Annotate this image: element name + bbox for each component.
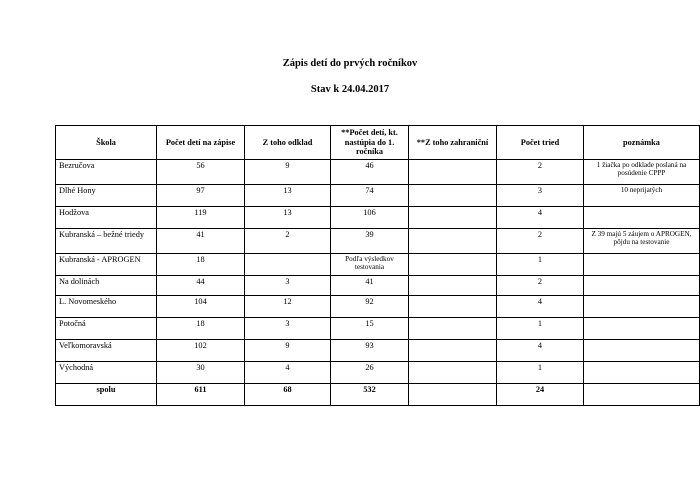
header-odklad: Z toho odklad [245, 126, 331, 160]
cell-zahranicni [409, 361, 497, 383]
cell-triedy: 2 [497, 159, 584, 184]
cell-skola: Kubranská - APROGEN [56, 253, 157, 275]
cell-odklad: 13 [245, 184, 331, 206]
cell-poznamka: Z 39 majú 5 záujem o APROGEN, pôjdu na testovanie [584, 228, 700, 253]
table-row [56, 275, 700, 295]
cell-poznamka [584, 383, 700, 405]
page-title: Zápis detí do prvých ročníkov [282, 58, 418, 69]
cell-odklad [245, 253, 331, 275]
cell-nastupia: 532 [331, 383, 409, 405]
cell-skola: Potočná [56, 317, 157, 339]
cell-odklad: 12 [245, 295, 331, 317]
enrollment-table [55, 125, 700, 406]
cell-skola: Kubranská – bežné triedy [56, 228, 157, 253]
cell-pocet: 30 [157, 361, 245, 383]
cell-triedy: 1 [497, 361, 584, 383]
header-pocet: Počet detí na zápise [157, 126, 245, 160]
cell-odklad: 3 [245, 275, 331, 295]
cell-pocet: 102 [157, 339, 245, 361]
cell-odklad: 3 [245, 317, 331, 339]
cell-zahranicni [409, 383, 497, 405]
table-row [56, 317, 700, 339]
cell-poznamka [584, 361, 700, 383]
cell-poznamka [584, 206, 700, 228]
cell-zahranicni [409, 317, 497, 339]
cell-nastupia: 74 [331, 184, 409, 206]
cell-triedy: 4 [497, 206, 584, 228]
cell-triedy: 24 [497, 383, 584, 405]
cell-zahranicni [409, 228, 497, 253]
cell-nastupia: 46 [331, 159, 409, 184]
cell-poznamka [584, 275, 700, 295]
cell-nastupia: 41 [331, 275, 409, 295]
cell-nastupia: 15 [331, 317, 409, 339]
table-row [56, 228, 700, 253]
cell-nastupia: Podľa výsledkov testovania [331, 253, 409, 275]
cell-skola: Na dolinách [56, 275, 157, 295]
cell-pocet: 56 [157, 159, 245, 184]
header-skola: Škola [56, 126, 157, 160]
cell-skola: Dlhé Hony [56, 184, 157, 206]
cell-skola: Veľkomoravská [56, 339, 157, 361]
cell-odklad: 13 [245, 206, 331, 228]
header-nastupia: **Počet detí, kt. nastúpia do 1. ročníka [331, 126, 409, 160]
cell-odklad: 2 [245, 228, 331, 253]
cell-triedy: 2 [497, 275, 584, 295]
cell-triedy: 1 [497, 253, 584, 275]
table-row [56, 159, 700, 184]
cell-zahranicni [409, 295, 497, 317]
cell-triedy: 1 [497, 317, 584, 339]
cell-zahranicni [409, 206, 497, 228]
cell-zahranicni [409, 159, 497, 184]
cell-odklad: 68 [245, 383, 331, 405]
header-poznamka: poznámka [584, 126, 700, 160]
table-row [56, 206, 700, 228]
cell-poznamka: 10 neprijatých [584, 184, 700, 206]
cell-zahranicni [409, 253, 497, 275]
cell-skola: spolu [56, 383, 157, 405]
table-header-row [56, 126, 700, 160]
cell-poznamka: 1 žiačka po odklade poslaná na posúdenie CPPP [584, 159, 700, 184]
cell-skola: Východná [56, 361, 157, 383]
cell-pocet: 41 [157, 228, 245, 253]
cell-poznamka [584, 295, 700, 317]
cell-poznamka [584, 317, 700, 339]
cell-odklad: 9 [245, 159, 331, 184]
cell-pocet: 104 [157, 295, 245, 317]
cell-odklad: 4 [245, 361, 331, 383]
cell-nastupia: 92 [331, 295, 409, 317]
table-row [56, 295, 700, 317]
cell-pocet: 44 [157, 275, 245, 295]
cell-pocet: 611 [157, 383, 245, 405]
cell-pocet: 119 [157, 206, 245, 228]
cell-nastupia: 106 [331, 206, 409, 228]
table-row [56, 339, 700, 361]
cell-nastupia: 93 [331, 339, 409, 361]
cell-nastupia: 26 [331, 361, 409, 383]
table-row [56, 184, 700, 206]
cell-pocet: 97 [157, 184, 245, 206]
cell-triedy: 4 [497, 295, 584, 317]
cell-triedy: 3 [497, 184, 584, 206]
cell-poznamka [584, 253, 700, 275]
table-row [56, 253, 700, 275]
cell-triedy: 2 [497, 228, 584, 253]
table-row [56, 361, 700, 383]
cell-zahranicni [409, 184, 497, 206]
cell-pocet: 18 [157, 317, 245, 339]
cell-zahranicni [409, 339, 497, 361]
header-zahranicni: **Z toho zahraniční [409, 126, 497, 160]
header-triedy: Počet tried [497, 126, 584, 160]
cell-skola: L. Novomeského [56, 295, 157, 317]
cell-triedy: 4 [497, 339, 584, 361]
cell-skola: Hodžova [56, 206, 157, 228]
cell-skola: Bezručova [56, 159, 157, 184]
cell-pocet: 18 [157, 253, 245, 275]
cell-odklad: 9 [245, 339, 331, 361]
cell-zahranicni [409, 275, 497, 295]
page-subtitle: Stav k 24.04.2017 [310, 84, 390, 95]
cell-nastupia: 39 [331, 228, 409, 253]
total-row [56, 383, 700, 405]
cell-poznamka [584, 339, 700, 361]
